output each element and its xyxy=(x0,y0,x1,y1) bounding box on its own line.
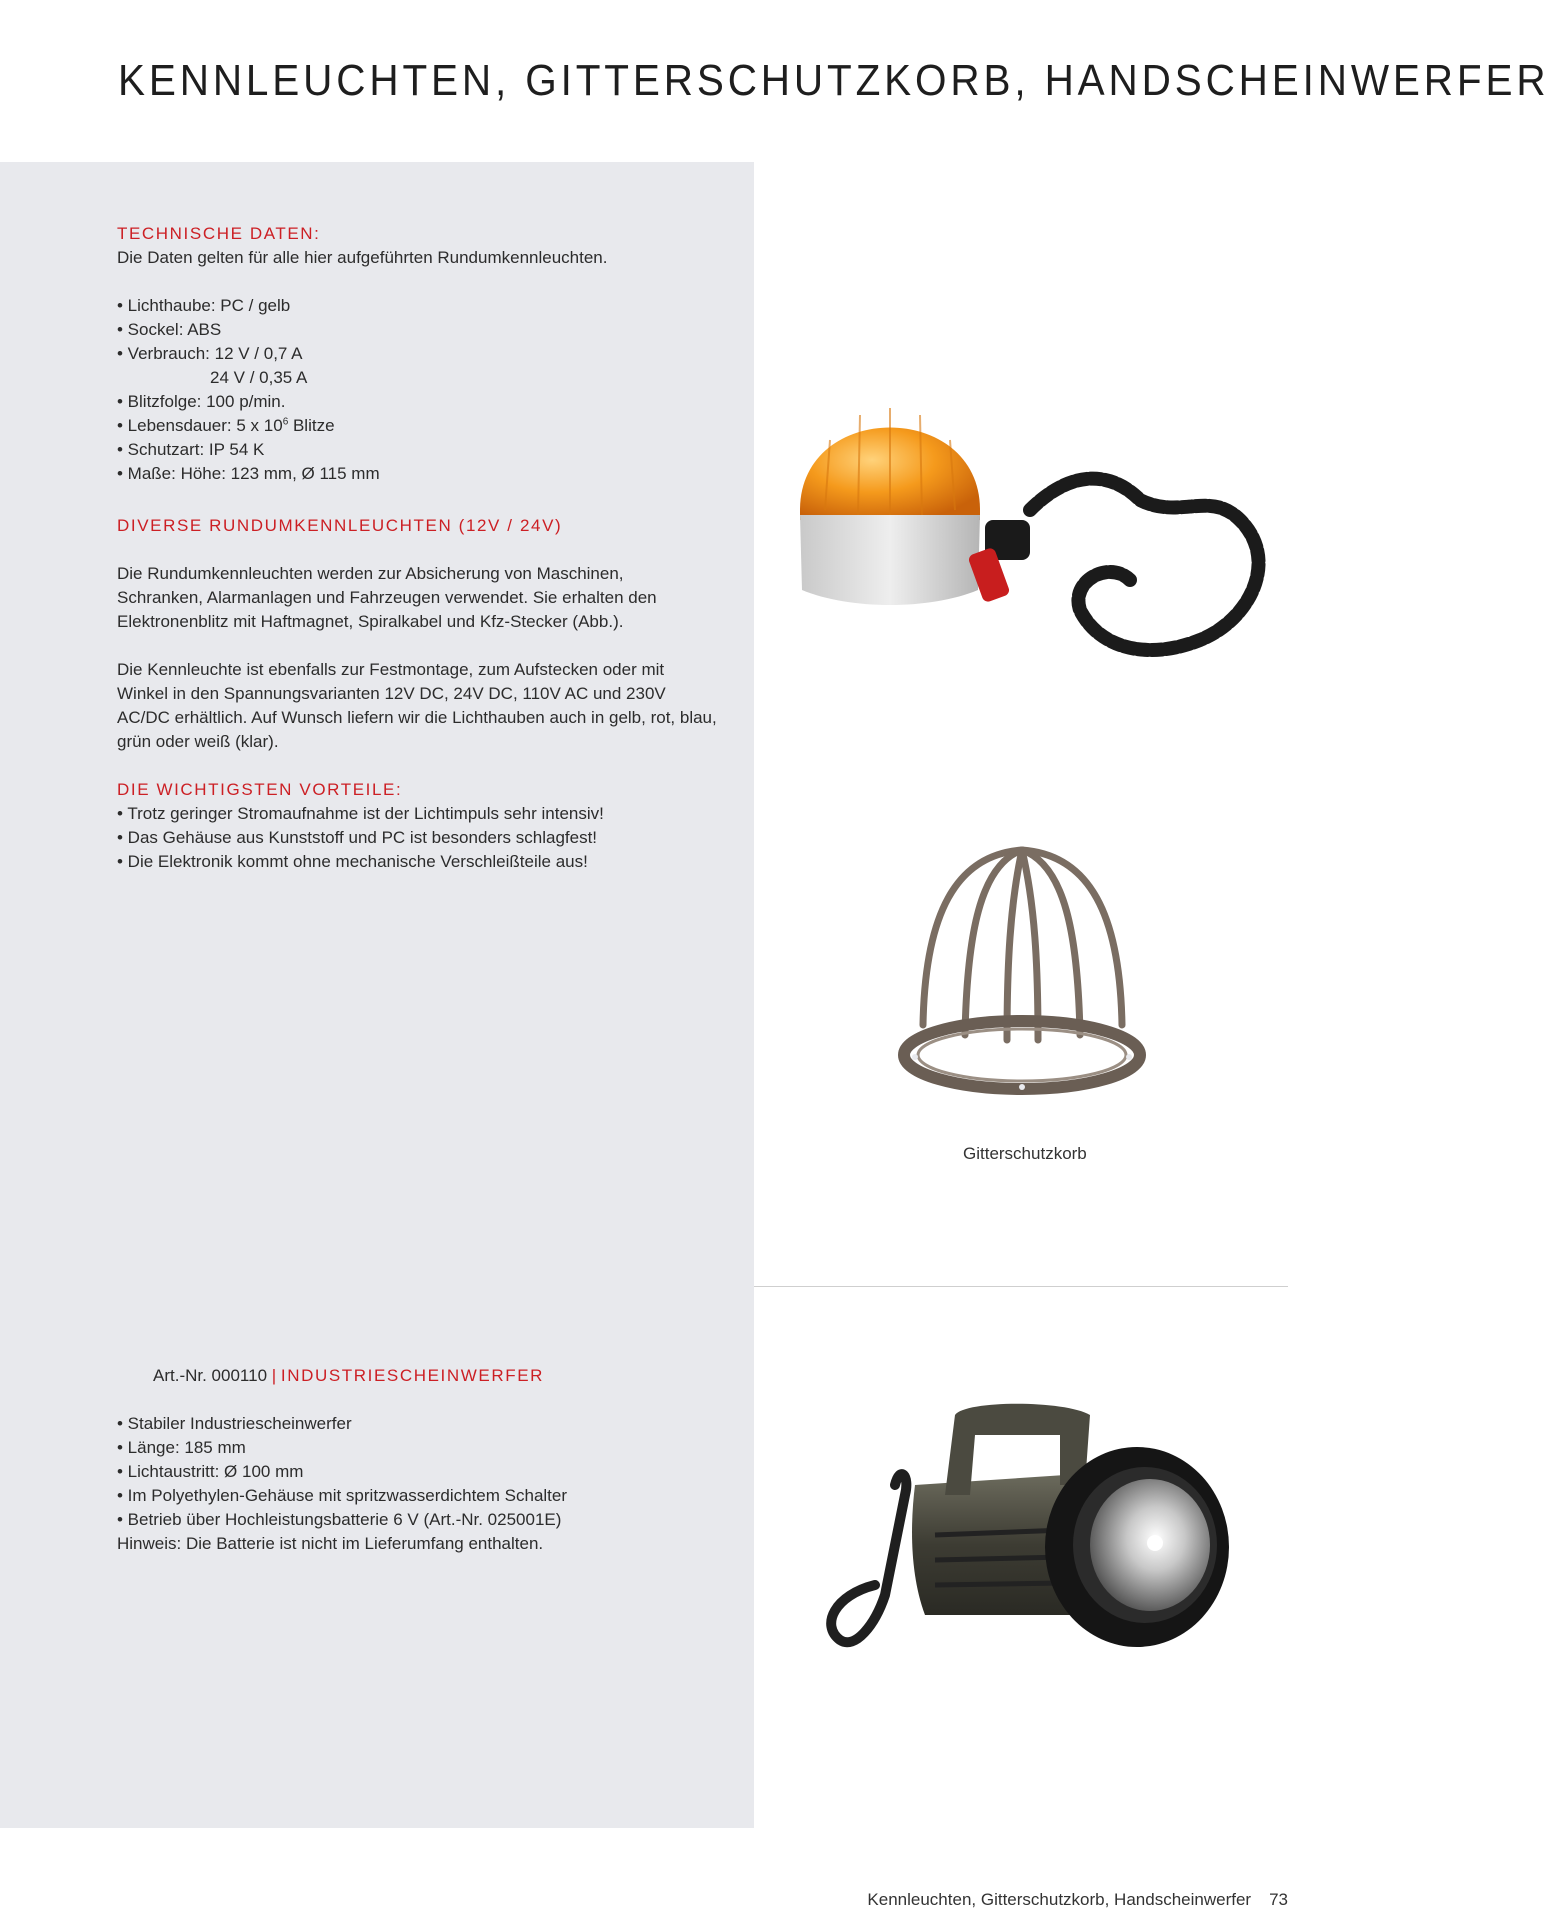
list-item: • Trotz geringer Stromaufnahme ist der Lichtimpuls sehr intensiv! xyxy=(117,804,604,823)
tech-intro: Die Daten gelten für alle hier aufgeführten Rundumkennleuchten. xyxy=(117,248,608,267)
product-name: INDUSTRIESCHEINWERFER xyxy=(280,1366,545,1385)
advantages-list xyxy=(117,802,717,874)
list-item: 24 V / 0,35 A xyxy=(210,368,308,387)
list-item: • Betrieb über Hochleistungsbatterie 6 V (Art.-Nr. 025001E) xyxy=(117,1510,562,1529)
product-heading xyxy=(117,1364,717,1388)
footer-text: Kennleuchten, Gitterschutzkorb, Handscheinwerfer xyxy=(867,1890,1252,1909)
list-item: • Maße: Höhe: 123 mm, Ø 115 mm xyxy=(117,464,380,483)
cage-caption: Gitterschutzkorb xyxy=(963,1144,1087,1163)
diverse-section xyxy=(117,514,717,754)
page-number: 73 xyxy=(1269,1890,1288,1909)
advantages-section xyxy=(117,778,717,874)
list-item: • Blitzfolge: 100 p/min. xyxy=(117,392,286,411)
list-item: • Schutzart: IP 54 K xyxy=(117,440,265,459)
list-item: • Die Elektronik kommt ohne mechanische Verschleißteile aus! xyxy=(117,852,588,871)
tech-heading: TECHNISCHE DATEN: xyxy=(117,224,321,243)
cage-image xyxy=(895,845,1150,1120)
page-footer xyxy=(867,1890,1288,1910)
separator: | xyxy=(267,1366,281,1385)
diverse-paragraph-2: Die Kennleuchte ist ebenfalls zur Festmontage, zum Aufstecken oder mit Winkel in den Spannungsvarianten 12V DC, 24V DC, 110V AC und 230V AC/DC erhältlich. Auf Wunsch liefern wir die Lichthauben auch in gelb, rot, blau, grün oder weiß (klar). xyxy=(117,660,717,751)
tech-list xyxy=(117,294,717,486)
beacon-image xyxy=(780,360,1300,690)
list-item: • Verbrauch: 12 V / 0,7 A xyxy=(117,344,303,363)
product-list xyxy=(117,1412,717,1556)
list-item: Hinweis: Die Batterie ist nicht im Lieferumfang enthalten. xyxy=(117,1534,544,1553)
diverse-paragraph-1: Die Rundumkennleuchten werden zur Absicherung von Maschinen, Schranken, Alarmanlagen und Fahrzeugen verwendet. Sie erhalten den Elektronenblitz mit Haftmagnet, Spiralkabel und Kfz-Stecker (Abb.). xyxy=(117,564,657,631)
advantages-heading: DIE WICHTIGSTEN VORTEILE: xyxy=(117,780,403,799)
diverse-heading: DIVERSE RUNDUMKENNLEUCHTEN (12V / 24V) xyxy=(117,516,563,535)
flashlight-image xyxy=(815,1395,1235,1655)
list-item: • Lebensdauer: 5 x $10^6$ Blitze xyxy=(117,416,335,435)
list-item: • Das Gehäuse aus Kunststoff und PC ist besonders schlagfest! xyxy=(117,828,598,847)
tech-section xyxy=(117,222,717,486)
list-item: • Lichthaube: PC / gelb xyxy=(117,296,291,315)
product-section xyxy=(117,1364,717,1556)
list-item: • Länge: 185 mm xyxy=(117,1438,246,1457)
list-item: • Stabiler Industriescheinwerfer xyxy=(117,1414,352,1433)
section-divider xyxy=(754,1286,1288,1287)
list-item: • Sockel: ABS xyxy=(117,320,222,339)
list-item: • Lichtaustritt: Ø 100 mm xyxy=(117,1462,304,1481)
page-title: KENNLEUCHTEN, GITTERSCHUTZKORB, HANDSCHEINWERFER xyxy=(118,56,1549,105)
list-item: • Im Polyethylen-Gehäuse mit spritzwasserdichtem Schalter xyxy=(117,1486,568,1505)
article-number: Art.-Nr. 000110 xyxy=(153,1366,268,1385)
